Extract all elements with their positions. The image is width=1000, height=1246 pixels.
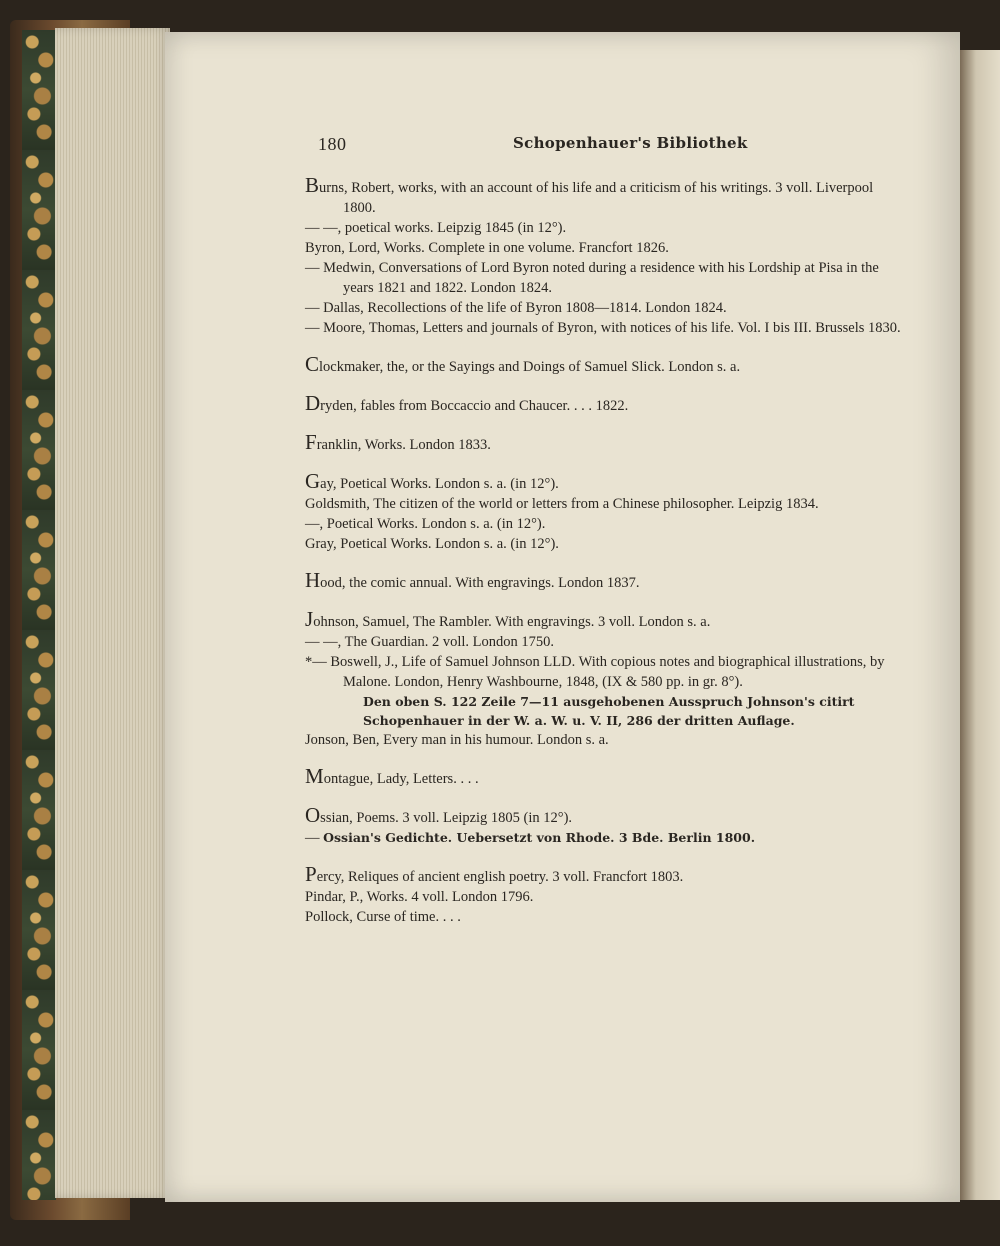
initial-letter: B	[305, 173, 320, 197]
initial-letter: H	[305, 568, 321, 592]
page-number: 180	[318, 134, 347, 154]
entry-note-german: Den oben S. 122 Zeile 7—11 ausgehobenen Ausspruch Johnson's citirt Schopenhauer in der W. a. W. u. V. II, 286 der dritten Auflage.	[363, 694, 855, 728]
entry-goldsmith: Goldsmith, The citizen of the world or letters from a Chinese philosopher. Leipzig 1834.	[305, 496, 819, 512]
running-title: Schopenhauer's Bibliothek	[513, 134, 748, 152]
entry-franklin: Franklin, Works. London 1833.	[305, 430, 491, 454]
bibliography-list	[305, 175, 905, 927]
page-block-edges	[55, 28, 170, 1198]
entry-percy: Percy, Reliques of ancient english poetry. 3 voll. Francfort 1803.	[305, 862, 684, 886]
entry-byron: Byron, Lord, Works. Complete in one volume. Francfort 1826.	[305, 240, 669, 256]
initial-letter: J	[305, 607, 314, 631]
entry-burns-poetical: — —, poetical works. Leipzig 1845 (in 12°).	[305, 220, 567, 236]
entry-jonson: Jonson, Ben, Every man in his humour. London s. a.	[305, 732, 609, 748]
initial-letter: D	[305, 391, 321, 415]
entry-johnson: Johnson, Samuel, The Rambler. With engravings. 3 voll. London s. a.	[305, 607, 711, 631]
entry-pollock: Pollock, Curse of time. . . .	[305, 909, 461, 925]
entry-ossian-german: — Ossian's Gedichte. Uebersetzt von Rhode. 3 Bde. Berlin 1800.	[305, 830, 756, 846]
running-head	[318, 134, 908, 158]
entry-clockmaker: Clockmaker, the, or the Sayings and Doings of Samuel Slick. London s. a.	[305, 352, 741, 376]
entry-dryden: Dryden, fables from Boccaccio and Chaucer. . . . 1822.	[305, 391, 629, 415]
facing-page-edge	[960, 50, 1000, 1200]
initial-letter: O	[305, 803, 321, 827]
entry-byron-medwin: — Medwin, Conversations of Lord Byron noted during a residence with his Lordship at Pisa in the years 1821 and 1822. London 1824.	[305, 260, 879, 296]
entry-hood: Hood, the comic annual. With engravings. London 1837.	[305, 568, 640, 592]
entry-gay: Gay, Poetical Works. London s. a. (in 12°).	[305, 469, 559, 493]
entry-gray: Gray, Poetical Works. London s. a. (in 12°).	[305, 536, 559, 552]
initial-letter: M	[305, 764, 324, 788]
entry-byron-dallas: — Dallas, Recollections of the life of Byron 1808—1814. London 1824.	[305, 300, 727, 316]
entry-johnson-guardian: — —, The Guardian. 2 voll. London 1750.	[305, 634, 555, 650]
entry-goldsmith-poetical: —, Poetical Works. London s. a. (in 12°).	[305, 516, 546, 532]
initial-letter: C	[305, 352, 320, 376]
entry-byron-moore: — Moore, Thomas, Letters and journals of Byron, with notices of his life. Vol. I bis III. Brussels 1830.	[305, 320, 901, 336]
entry-burns: Burns, Robert, works, with an account of his life and a criticism of his writings. 3 voll. Liverpool 1800.	[305, 173, 874, 216]
marbled-spine-edge	[22, 30, 56, 1200]
entry-montague: Montague, Lady, Letters. . . .	[305, 764, 479, 788]
entry-pindar: Pindar, P., Works. 4 voll. London 1796.	[305, 889, 534, 905]
initial-letter: P	[305, 862, 317, 886]
entry-johnson-boswell: *— Boswell, J., Life of Samuel Johnson LLD. With copious notes and biographical illustrations, by Malone. London, Henry Washbourne, 1848, (IX & 580 pp. in gr. 8°).	[305, 654, 885, 690]
entry-ossian: Ossian, Poems. 3 voll. Leipzig 1805 (in 12°).	[305, 803, 573, 827]
initial-letter: F	[305, 430, 317, 454]
initial-letter: G	[305, 469, 321, 493]
